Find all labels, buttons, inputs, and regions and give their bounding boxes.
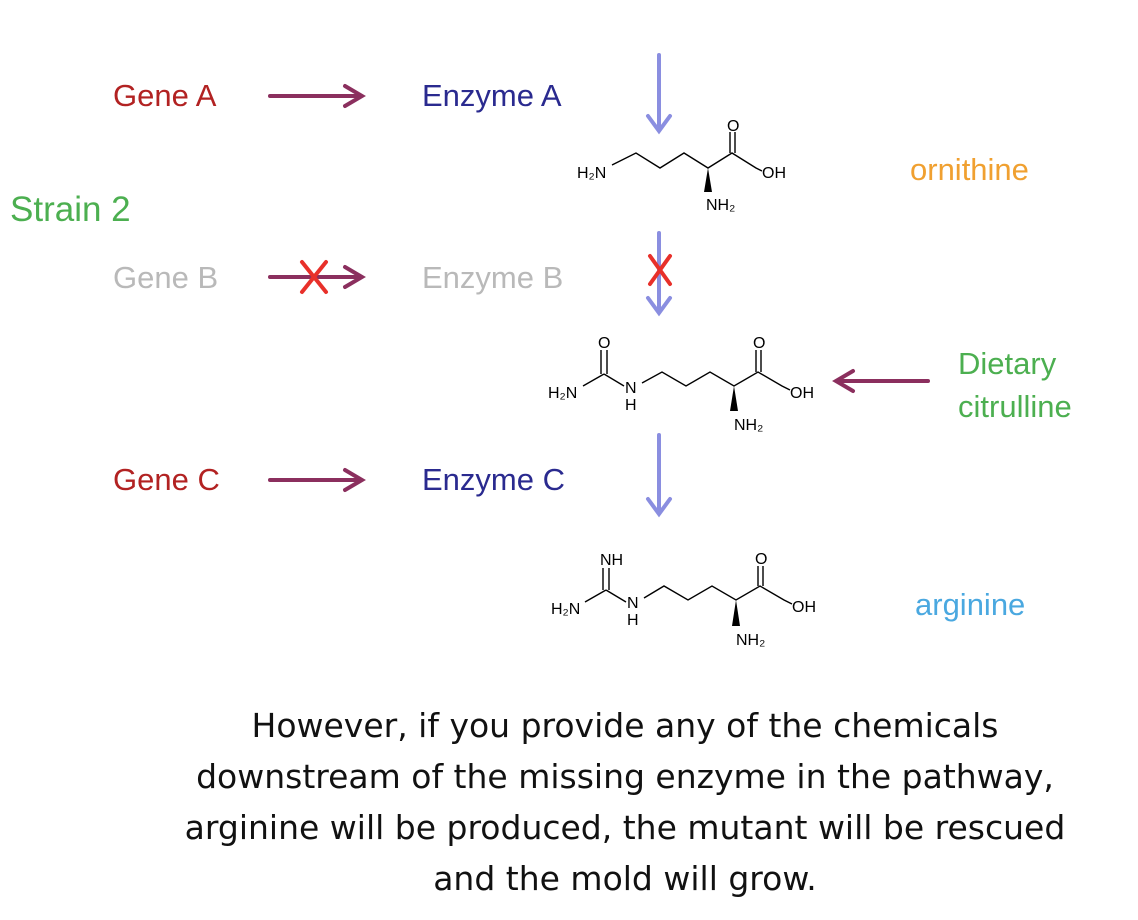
caption-line: downstream of the missing enzyme in the pathway, bbox=[196, 757, 1054, 796]
caption-line: However, if you provide any of the chemicals bbox=[251, 706, 999, 745]
citrulline-n: N bbox=[625, 380, 637, 397]
citrulline-nh2: NH₂ bbox=[734, 417, 764, 434]
ornithine-o: O bbox=[727, 118, 740, 135]
citrulline-h2n: H₂N bbox=[548, 385, 578, 402]
dietary-label: Dietary bbox=[958, 346, 1057, 381]
citrulline-o1: O bbox=[598, 335, 611, 352]
arginine-h: H bbox=[627, 612, 639, 629]
enzyme-b-label: Enzyme B bbox=[422, 260, 564, 295]
citrulline-oh: OH bbox=[790, 385, 814, 402]
arginine-nh2: NH₂ bbox=[736, 632, 766, 649]
ornithine-h2n: H₂N bbox=[577, 165, 607, 182]
gene-c-arrow bbox=[270, 470, 362, 490]
gene-c-label: Gene C bbox=[113, 462, 220, 497]
dietary-citrulline-arrow bbox=[836, 371, 928, 391]
arginine-h2n: H₂N bbox=[551, 601, 581, 618]
pathway-arrow-3 bbox=[648, 435, 670, 514]
arginine-nh: NH bbox=[600, 552, 624, 569]
caption-line: and the mold will grow. bbox=[433, 859, 817, 898]
strain-label: Strain 2 bbox=[10, 190, 131, 229]
arginine-n: N bbox=[627, 595, 639, 612]
arginine-structure bbox=[551, 551, 816, 649]
arginine-oh: OH bbox=[792, 599, 816, 616]
arginine-label: arginine bbox=[915, 587, 1026, 622]
citrulline-label: citrulline bbox=[958, 389, 1072, 424]
gene-a-label: Gene A bbox=[113, 78, 217, 113]
caption-line: arginine will be produced, the mutant will be rescued bbox=[184, 808, 1066, 847]
citrulline-structure bbox=[548, 335, 814, 434]
gene-a-arrow bbox=[270, 86, 362, 106]
enzyme-c-label: Enzyme C bbox=[422, 462, 565, 497]
ornithine-label: ornithine bbox=[910, 152, 1029, 187]
citrulline-h: H bbox=[625, 397, 637, 414]
enzyme-a-label: Enzyme A bbox=[422, 78, 562, 113]
pathway-arrow-1 bbox=[648, 55, 670, 131]
ornithine-nh2: NH₂ bbox=[706, 197, 736, 214]
citrulline-o2: O bbox=[753, 335, 766, 352]
gene-b-label: Gene B bbox=[113, 260, 219, 295]
caption bbox=[140, 700, 1110, 904]
arginine-o: O bbox=[755, 551, 768, 568]
ornithine-oh: OH bbox=[762, 165, 786, 182]
ornithine-structure bbox=[577, 118, 786, 214]
